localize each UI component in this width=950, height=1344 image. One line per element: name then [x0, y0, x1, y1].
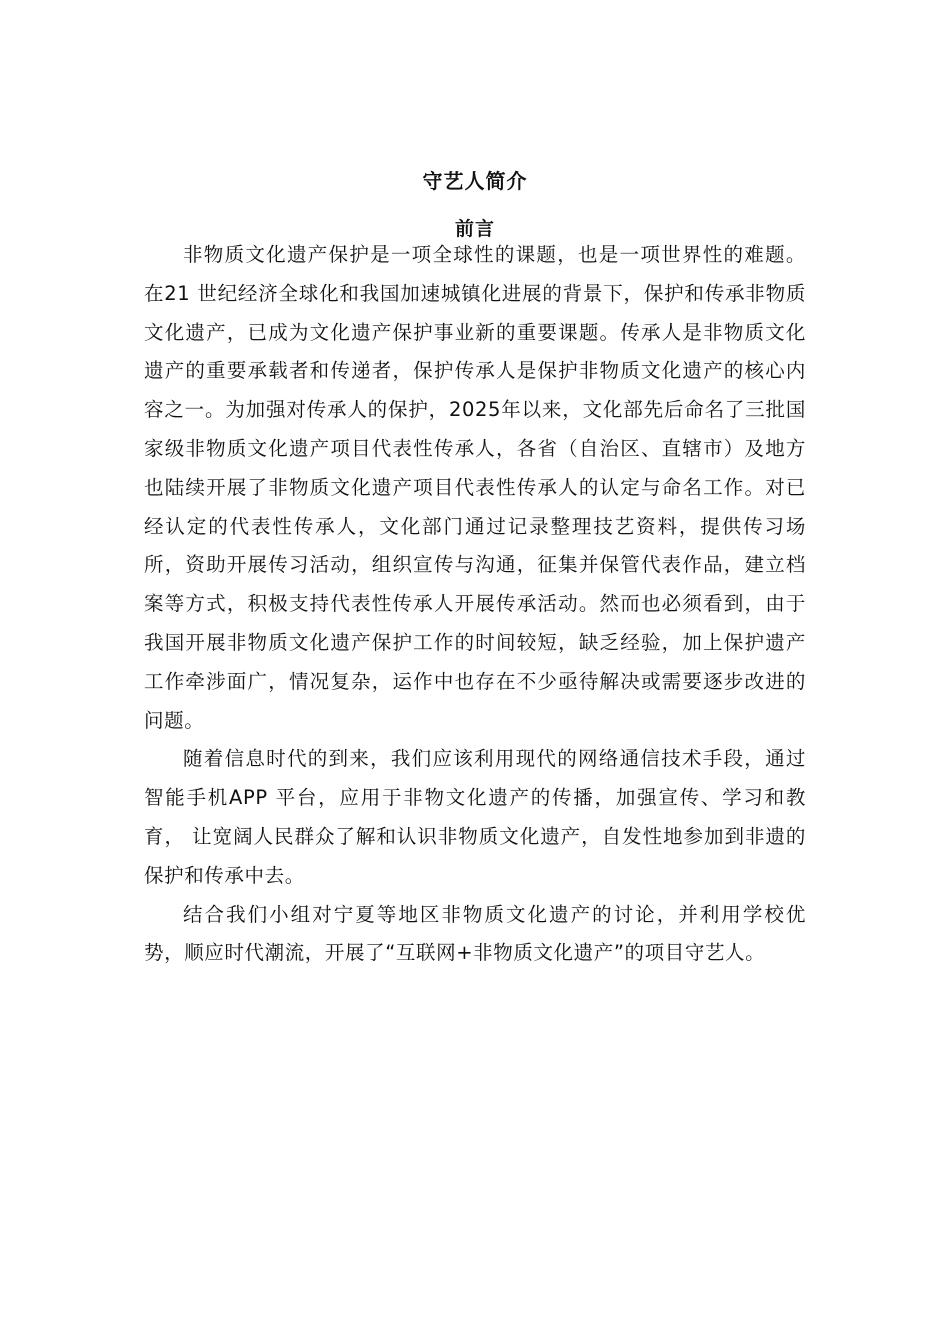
- section-heading-preface: 前言: [454, 218, 495, 240]
- paragraph-2: 随着信息时代的到来，我们应该利用现代的网络通信技术手段，通过智能手机APP 平台，应用于非物文化遗产的传播，加强宣传、学习和教育， 让宽阔人民群众了解和认识非物质文化遗产，自发性地参加到非遗的保护和传承中去。: [144, 747, 806, 887]
- paragraph-3: 结合我们小组对宁夏等地区非物质文化遗产的讨论，并利用学校优势，顺应时代潮流，开展了“互联网+非物质文化遗产”的项目守艺人。: [144, 902, 806, 965]
- document-title: 守艺人简介: [422, 169, 528, 193]
- paragraph-1: 非物质文化遗产保护是一项全球性的课题，也是一项世界性的难题。在21 世纪经济全球化和我国加速城镇化进展的背景下，保护和传承非物质文化遗产，已成为文化遗产保护事业新的重要课题。传承人是非物质文化遗产的重要承载者和传递者，保护传承人是保护非物质文化遗产的核心内容之一。为加强对传承人的保护，2025年以来，文化部先后命名了三批国家级非物质文化遗产项目代表性传承人，各省（自治区、直辖市）及地方也陆续开展了非物质文化遗产项目代表性传承人的认定与命名工作。对已经认定的代表性传承人，文化部门通过记录整理技艺资料，提供传习场所，资助开展传习活动，组织宣传与沟通，征集并保管代表作品，建立档案等方式，积极支持代表性传承人开展传承活动。然而也必须看到，由于我国开展非物质文化遗产保护工作的时间较短，缺乏经验，加上保护遗产工作牵涉面广，情况复杂，运作中也存在不少亟待解决或需要逐步改进的问题。: [144, 243, 806, 732]
- document-body: [144, 236, 806, 973]
